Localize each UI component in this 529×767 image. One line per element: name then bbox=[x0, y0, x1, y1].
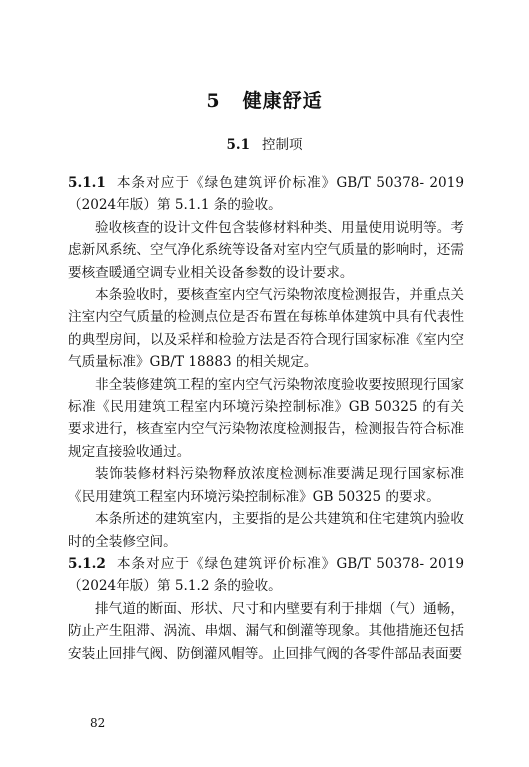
paragraph-text: 本条验收时，要核查室内空气污染物浓度检测报告，并重点关注室内空气质量的检测点位是否布置在每栋单体建筑中具有代表性的典型房间，以及采样和检验方法是否符合现行国家标准《室内空气质量标准》GB/T 18883 的相关规定。 bbox=[68, 287, 464, 371]
paragraph-clause-5-1-2 bbox=[68, 553, 464, 598]
section-title-text: 控制项 bbox=[262, 137, 303, 153]
paragraph-text: 装饰装修材料污染物释放浓度检测标准要满足现行国家标准《民用建筑工程室内环境污染控制标准》GB 50325 的要求。 bbox=[68, 466, 464, 505]
paragraph bbox=[68, 374, 464, 464]
paragraph bbox=[68, 598, 464, 665]
clause-number: 5.1.2 bbox=[68, 555, 106, 572]
page-number: 82 bbox=[90, 716, 106, 730]
section-number: 5.1 bbox=[226, 137, 250, 153]
clause-number: 5.1.1 bbox=[68, 175, 106, 191]
paragraph-text: 非全装修建筑工程的室内空气污染物浓度验收要按照现行国家标准《民用建筑工程室内环境污染控制标准》GB 50325 的有关要求进行，核查室内空气污染物浓度检测报告，检测报告符合标准规定直接验收通过。 bbox=[68, 376, 464, 460]
paragraph-text: 本条所述的建筑室内，主要指的是公共建筑和住宅建筑内验收时的全装修空间。 bbox=[68, 511, 464, 550]
chapter-number: 5 bbox=[206, 90, 221, 112]
paragraph bbox=[68, 217, 464, 284]
paragraph-text: 本条对应于《绿色建筑评价标准》GB/T 50378- 2019（2024年版）第 5.1.2 条的验收。 bbox=[68, 555, 464, 595]
body-text bbox=[68, 172, 464, 665]
paragraph-clause-5-1-1 bbox=[68, 172, 464, 217]
paragraph bbox=[68, 508, 464, 553]
paragraph-text: 验收核查的设计文件包含装修材料种类、用量使用说明等。考虑新风系统、空气净化系统等设备对室内空气质量的影响时，还需要核查暖通空调专业相关设备参数的设计要求。 bbox=[68, 219, 464, 281]
paragraph-text: 本条对应于《绿色建筑评价标准》GB/T 50378- 2019（2024年版）第 5.1.1 条的验收。 bbox=[68, 175, 464, 214]
section-title bbox=[0, 133, 529, 153]
paragraph bbox=[68, 284, 464, 374]
paragraph-text: 排气道的断面、形状、尺寸和内壁要有利于排烟（气）通畅，防止产生阻滞、涡流、串烟、漏气和倒灌等现象。其他措施还包括安装止回排气阀、防倒灌风帽等。止回排气阀的各零件部品表面要 bbox=[68, 600, 464, 662]
paragraph bbox=[68, 463, 464, 508]
chapter-title-text: 健康舒适 bbox=[242, 90, 323, 112]
chapter-title bbox=[0, 86, 529, 113]
